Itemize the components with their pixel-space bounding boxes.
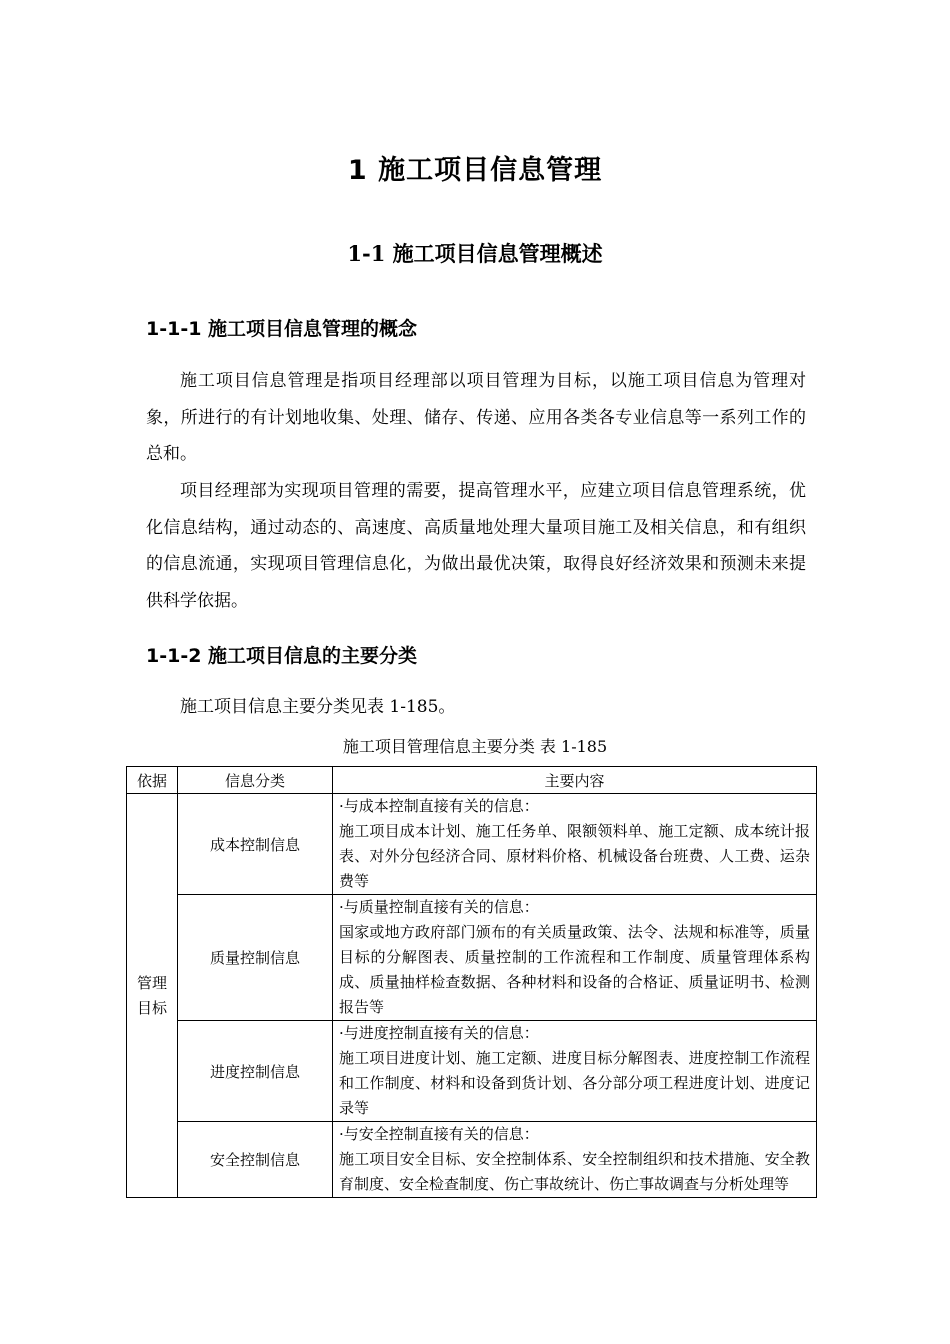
content-cell xyxy=(333,895,817,1021)
table-row xyxy=(127,895,817,1021)
content-lead: ·与成本控制直接有关的信息： xyxy=(339,797,539,815)
content-detail: 施工项目进度计划、施工定额、进度目标分解图表、进度控制工作流程和工作制度、材料和设备到货计划、各分部分项工程进度计划、进度记录等 xyxy=(339,1049,810,1117)
chapter-title: 1 施工项目信息管理 xyxy=(347,155,603,186)
table-row xyxy=(127,794,817,895)
content-cell xyxy=(333,794,817,895)
header-category: 信息分类 xyxy=(178,767,333,794)
content-detail: 施工项目安全目标、安全控制体系、安全控制组织和技术措施、安全教育制度、安全检查制度、伤亡事故统计、伤亡事故调查与分析处理等 xyxy=(339,1150,810,1193)
header-basis: 依据 xyxy=(127,767,178,794)
category-cell: 安全控制信息 xyxy=(178,1122,333,1198)
subsection-title-concept: 1-1-1 施工项目信息管理的概念 xyxy=(146,318,418,340)
content-lead: ·与进度控制直接有关的信息： xyxy=(339,1024,539,1042)
subsection-title-classification: 1-1-2 施工项目信息的主要分类 xyxy=(146,645,418,667)
category-cell: 质量控制信息 xyxy=(178,895,333,1021)
table-header-row xyxy=(127,767,817,794)
content-lead: ·与质量控制直接有关的信息： xyxy=(339,898,539,916)
content-lead: ·与安全控制直接有关的信息： xyxy=(339,1125,539,1143)
paragraph-system-purpose: 项目经理部为实现项目管理的需要，提高管理水平，应建立项目信息管理系统，优化信息结构，通过动态的、高速度、高质量地处理大量项目施工及相关信息，和有组织的信息流通，实现项目管理信息化，为做出最优决策，取得良好经济效果和预测未来提供科学依据。 xyxy=(146,481,806,612)
section-title: 1-1 施工项目信息管理概述 xyxy=(347,241,603,266)
category-cell: 成本控制信息 xyxy=(178,794,333,895)
header-content: 主要内容 xyxy=(333,767,817,794)
basis-cell: 管理目标 xyxy=(127,794,178,1198)
content-cell xyxy=(333,1122,817,1198)
content-detail: 国家或地方政府部门颁布的有关质量政策、法令、法规和标准等，质量目标的分解图表、质量控制的工作流程和工作制度、质量管理体系构成、质量抽样检查数据、各种材料和设备的合格证、质量证明书、检测报告等 xyxy=(339,923,810,1016)
classification-table xyxy=(126,766,817,1198)
table-row xyxy=(127,1122,817,1198)
content-cell xyxy=(333,1021,817,1122)
content-detail: 施工项目成本计划、施工任务单、限额领料单、施工定额、成本统计报表、对外分包经济合同、原材料价格、机械设备台班费、人工费、运杂费等 xyxy=(339,822,810,890)
table-caption: 施工项目管理信息主要分类 表 1-185 xyxy=(342,737,608,756)
table-row xyxy=(127,1021,817,1122)
category-cell: 进度控制信息 xyxy=(178,1021,333,1122)
paragraph-concept-definition: 施工项目信息管理是指项目经理部以项目管理为目标，以施工项目信息为管理对象，所进行的有计划地收集、处理、储存、传递、应用各类各专业信息等一系列工作的总和。 xyxy=(146,371,806,465)
paragraph-table-reference: 施工项目信息主要分类见表 1-185。 xyxy=(180,697,456,717)
